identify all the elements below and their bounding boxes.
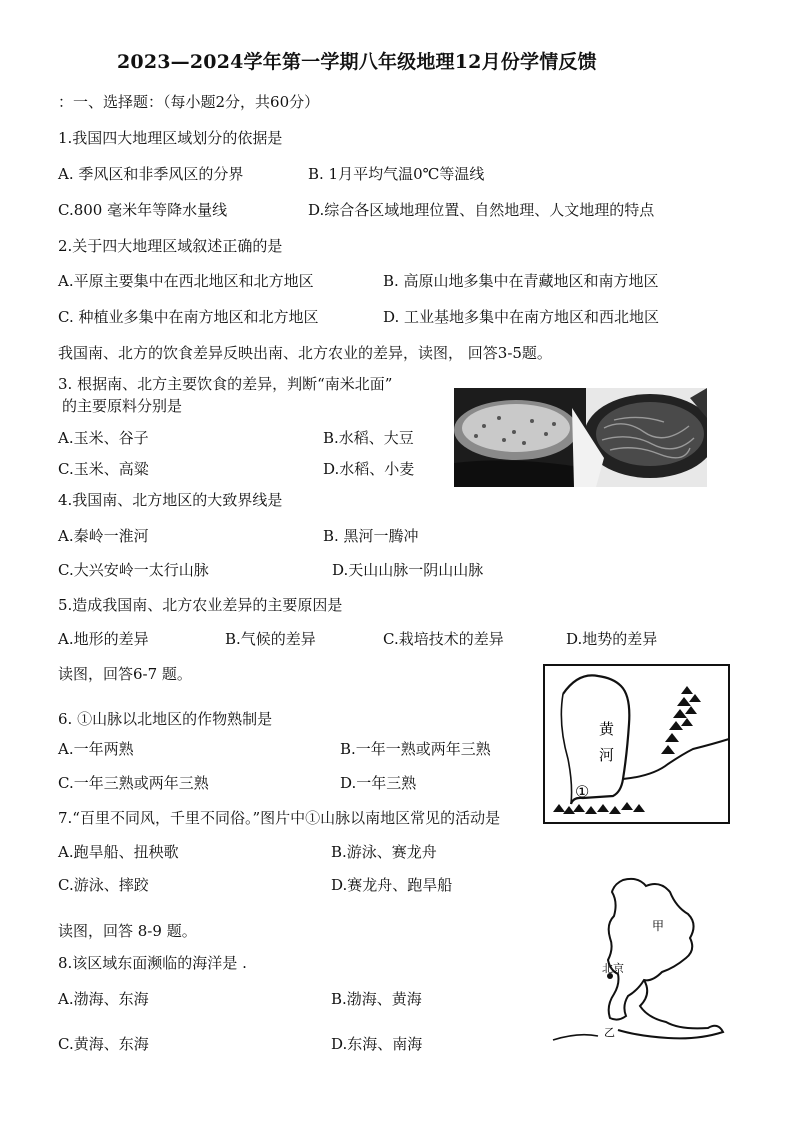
q2-option-b: B. 高原山地多集中在青藏地区和南方地区	[383, 272, 659, 290]
q3-stem-line2: 的主要原料分别是	[62, 397, 183, 415]
q7-option-d: D.赛龙舟、跑旱船	[331, 876, 453, 894]
q6-option-a: A.一年两熟	[58, 740, 134, 758]
q4-option-a: A.秦岭一淮河	[58, 527, 149, 545]
region-label: 甲	[652, 919, 665, 933]
q4-option-d: D.天山山脉一阴山山脉	[332, 561, 484, 579]
q5-option-b: B.气候的差异	[225, 630, 316, 648]
intro-6-7: 读图，回答6-7 题。	[58, 665, 192, 683]
q2-option-c: C. 种植业多集中在南方地区和北方地区	[58, 308, 319, 326]
rice-noodles-photo	[454, 388, 707, 487]
page-title: 2023—2024学年第一学期八年级地理12月份学情反馈	[117, 51, 597, 73]
q1-option-d: D.综合各区域地理位置、自然地理、人文地理的特点	[308, 201, 655, 219]
q4-option-c: C.大兴安岭一太行山脉	[58, 561, 209, 579]
q2-option-d: D. 工业基地多集中在南方地区和西北地区	[383, 308, 660, 326]
city-label: 北京	[602, 962, 624, 975]
q1-stem: 1.我国四大地理区域划分的依据是	[58, 129, 283, 147]
river-label-2: 河	[599, 746, 615, 764]
section-heading: ：一、选择题：（每小题2分，共60分）	[58, 93, 320, 111]
q6-option-c: C.一年三熟或两年三熟	[58, 774, 209, 792]
q3-stem-line1: 3. 根据南、北方主要饮食的差异，判断“南米北面”	[58, 375, 393, 393]
q6-stem: 6. ①山脉以北地区的作物熟制是	[58, 710, 273, 728]
yellow-river-map	[543, 664, 730, 824]
q5-option-c: C.栽培技术的差异	[383, 630, 504, 648]
q8-option-c: C.黄海、东海	[58, 1035, 149, 1053]
q1-option-b: B. 1月平均气温0℃等温线	[308, 165, 485, 183]
q8-option-b: B.渤海、黄海	[331, 990, 422, 1008]
q1-option-c: C.800 毫米年等降水量线	[58, 201, 228, 219]
q3-option-c: C.玉米、高粱	[58, 460, 149, 478]
q4-stem: 4.我国南、北方地区的大致界线是	[58, 491, 283, 509]
q3-option-b: B.水稻、大豆	[323, 429, 414, 447]
river-label-1: 黄	[599, 720, 615, 738]
mountain-marker: ①	[575, 782, 590, 801]
q1-option-a: A. 季风区和非季风区的分界	[58, 165, 244, 183]
q2-stem: 2.关于四大地理区域叙述正确的是	[58, 237, 283, 255]
q5-option-a: A.地形的差异	[58, 630, 149, 648]
q2-option-a: A.平原主要集中在西北地区和北方地区	[58, 272, 314, 290]
northern-region-map	[548, 872, 728, 1044]
q8-stem: 8.该区域东面濒临的海洋是 .	[58, 954, 247, 972]
q7-option-a: A.跑旱船、扭秧歌	[58, 843, 179, 861]
q6-option-d: D.一年三熟	[340, 774, 417, 792]
q6-option-b: B.一年一熟或两年三熟	[340, 740, 491, 758]
q8-option-d: D.东海、南海	[331, 1035, 423, 1053]
q8-option-a: A.渤海、东海	[58, 990, 149, 1008]
sea-label: 乙	[604, 1026, 615, 1039]
q7-option-c: C.游泳、摔跤	[58, 876, 149, 894]
q5-stem: 5.造成我国南、北方农业差异的主要原因是	[58, 596, 343, 614]
q3-option-a: A.玉米、谷子	[58, 429, 149, 447]
q3-option-d: D.水稻、小麦	[323, 460, 415, 478]
intro-3-5: 我国南、北方的饮食差异反映出南、北方农业的差异，读图， 回答3-5题。	[58, 344, 552, 362]
intro-8-9: 读图，回答 8-9 题。	[58, 922, 197, 940]
q4-option-b: B. 黑河一腾冲	[323, 527, 419, 545]
q7-stem: 7.“百里不同风，千里不同俗。”图片中①山脉以南地区常见的活动是	[58, 809, 501, 827]
q7-option-b: B.游泳、赛龙舟	[331, 843, 437, 861]
q5-option-d: D.地势的差异	[566, 630, 658, 648]
